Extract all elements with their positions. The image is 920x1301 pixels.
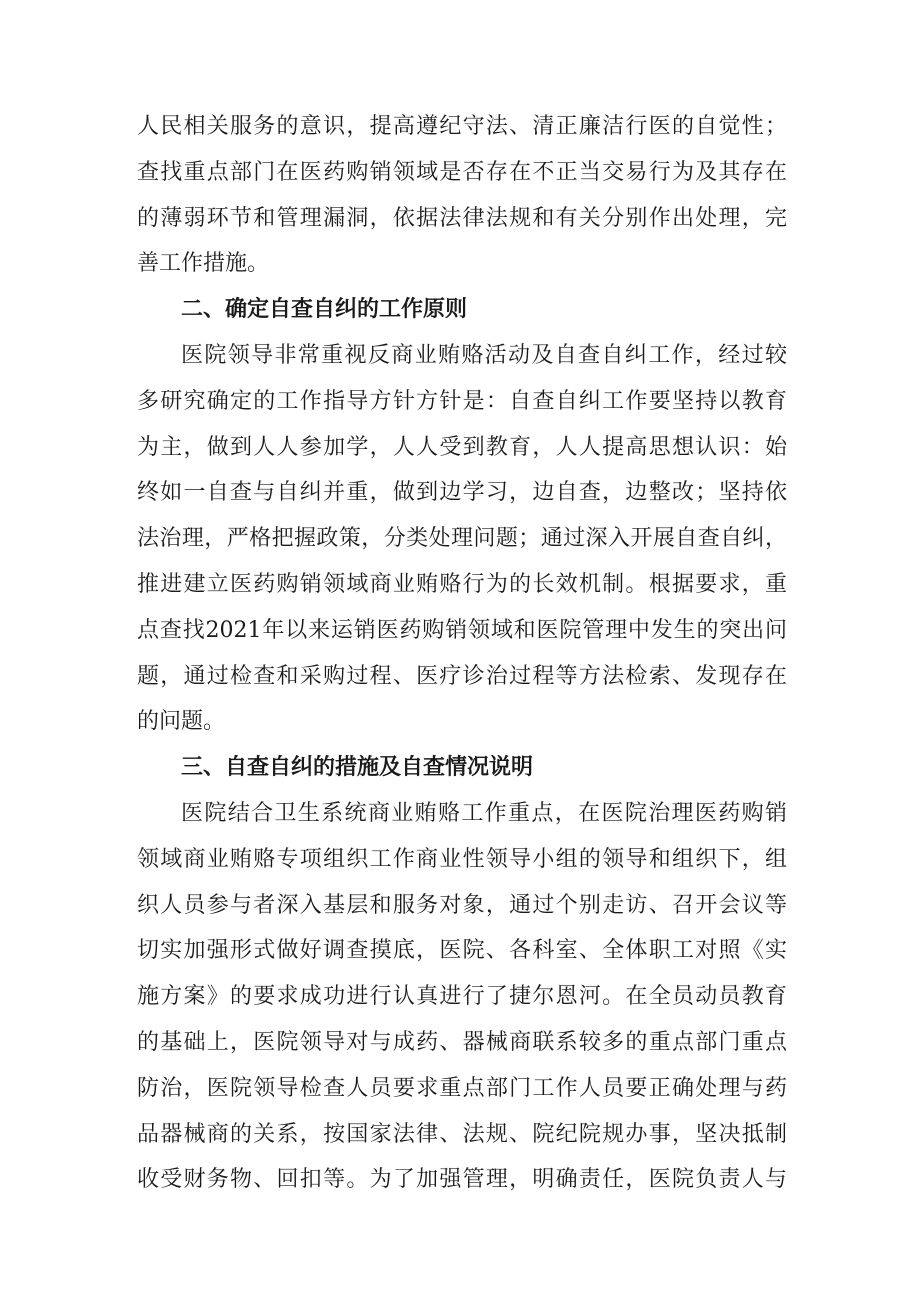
paragraph-1-line: 善工作措施。 <box>137 251 270 277</box>
section-heading-2: 二、确定自查自纠的工作原则 <box>181 297 468 323</box>
paragraph-3 <box>137 791 787 1203</box>
paragraph-3-line: 织人员参与者深入基层和服务对象，通过个别走访、召开会议等 <box>137 892 787 918</box>
document-body <box>137 104 787 1203</box>
paragraph-3-line: 防治，医院领导检查人员要求重点部门工作人员要正确处理与药 <box>137 1075 787 1101</box>
paragraph-2-line: 推进建立医药购销领域商业贿赂行为的长效机制。根据要求，重 <box>137 571 787 597</box>
paragraph-3-line: 品器械商的关系，按国家法律、法规、院纪院规办事，坚决抵制 <box>137 1121 787 1147</box>
paragraph-1-line: 查找重点部门在医药购销领域是否存在不正当交易行为及其存在 <box>137 159 787 185</box>
paragraph-2 <box>137 333 787 745</box>
section-heading-3: 三、自查自纠的措施及自查情况说明 <box>181 755 534 781</box>
paragraph-1-line: 的薄弱环节和管理漏洞，依据法律法规和有关分别作出处理，完 <box>137 205 787 231</box>
paragraph-3-line: 施方案》的要求成功进行认真进行了捷尔恩河。在全员动员教育 <box>137 984 787 1010</box>
paragraph-2-line: 点查找2021年以来运销医药购销领域和医院管理中发生的突出问 <box>137 617 787 643</box>
paragraph-3-line: 切实加强形式做好调查摸底，医院、各科室、全体职工对照《实 <box>137 938 787 964</box>
paragraph-2-line: 终如一自查与自纠并重，做到边学习，边自查，边整改；坚持依 <box>137 480 787 506</box>
paragraph-3-line: 领域商业贿赂专项组织工作商业性领导小组的领导和组织下，组 <box>137 846 787 872</box>
paragraph-2-line: 的问题。 <box>137 709 226 735</box>
paragraph-2-line: 医院领导非常重视反商业贿赂活动及自查自纠工作，经过较 <box>181 342 787 368</box>
paragraph-1-line: 人民相关服务的意识，提高遵纪守法、清正廉洁行医的自觉性； <box>137 114 787 139</box>
paragraph-2-line: 多研究确定的工作指导方针方针是：自查自纠工作要坚持以教育 <box>137 388 787 414</box>
paragraph-2-line: 法治理，严格把握政策，分类处理问题；通过深入开展自查自纠， <box>137 526 787 552</box>
paragraph-3-line: 医院结合卫生系统商业贿赂工作重点，在医院治理医药购销 <box>181 800 787 826</box>
paragraph-1 <box>137 104 787 287</box>
paragraph-2-line: 为主，做到人人参加学，人人受到教育，人人提高思想认识：始 <box>137 434 787 460</box>
paragraph-3-line: 收受财务物、回扣等。为了加强管理，明确责任，医院负责人与 <box>137 1167 787 1193</box>
paragraph-2-line: 题，通过检查和采购过程、医疗诊治过程等方法检索、发现存在 <box>137 663 787 689</box>
paragraph-3-line: 的基础上，医院领导对与成药、器械商联系较多的重点部门重点 <box>137 1029 787 1055</box>
